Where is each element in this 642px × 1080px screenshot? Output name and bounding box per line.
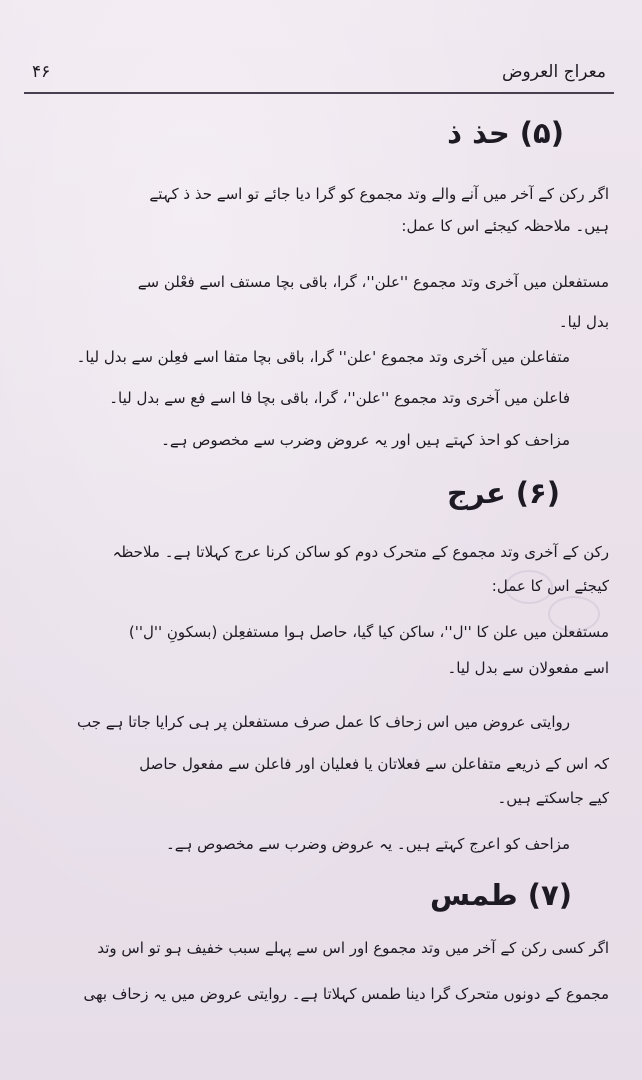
- body-line: روایتی عروض میں اس زحاف کا عمل صرف مستفعلن پر ہی کرایا جاتا ہے جب: [77, 713, 570, 731]
- running-header: [28, 62, 606, 90]
- body-line: بدل لیا۔: [558, 313, 609, 331]
- body-line: کیے جاسکتے ہیں۔: [497, 789, 609, 807]
- body-line: رکن کے آخری وتد مجموع کے متحرک دوم کو ساکن کرنا عرج کہلاتا ہے۔ ملاحظہ: [112, 543, 609, 561]
- section-heading-7: [430, 878, 572, 912]
- section-number: (۶): [515, 476, 560, 510]
- section-title: طمس: [430, 878, 518, 912]
- body-line: مزاحف کو اعرج کہتے ہیں۔ یہ عروض وضرب سے مخصوص ہے۔: [166, 835, 570, 853]
- page-number: ۴۶: [32, 62, 51, 82]
- section-title: حذ ذ: [447, 116, 510, 150]
- header-rule: [24, 92, 614, 94]
- body-line: اگر کسی رکن کے آخر میں وتد مجموع اور اس سے پہلے سبب خفیف ہو تو اس وتد: [97, 939, 609, 957]
- body-line: متفاعلن میں آخری وتد مجموع 'علن'' گرا، باقی بچا متفا اسے فعِلن سے بدل لیا۔: [76, 348, 570, 366]
- section-title: عرج: [447, 476, 506, 510]
- body-line: اگر رکن کے آخر میں آنے والے وتد مجموع کو گرا دیا جائے تو اسے حذ ذ کہتے: [149, 185, 609, 203]
- body-line: کیجئے اس کا عمل:: [491, 577, 609, 595]
- body-line: مزاحف کو احذ کہتے ہیں اور یہ عروض وضرب سے مخصوص ہے۔: [161, 431, 570, 449]
- section-number: (۷): [527, 878, 572, 912]
- body-line: مجموع کے دونوں متحرک گرا دینا طمس کہلاتا ہے۔ روایتی عروض میں یہ زحاف بھی: [83, 985, 609, 1003]
- body-line: مستفعلن میں علن کا ''ل''، ساکن کیا گیا، حاصل ہوا مستفعِلن (بسکونِ ''ل''): [128, 623, 609, 641]
- section-heading-5: [447, 116, 564, 150]
- body-line: کہ اس کے ذریعے متفاعلن سے فعلاتان یا فعلیان اور فاعلن سے مفعول حاصل: [139, 755, 609, 773]
- section-heading-6: [447, 476, 560, 510]
- body-line: ہیں۔ ملاحظہ کیجئے اس کا عمل:: [401, 217, 609, 235]
- body-line: فاعلن میں آخری وتد مجموع ''علن''، گرا، باقی بچا فا اسے فع سے بدل لیا۔: [109, 389, 570, 407]
- body-line: اسے مفعولان سے بدل لیا۔: [447, 659, 609, 677]
- body-line: مستفعلن میں آخری وتد مجموع ''علن''، گرا، باقی بچا مستف اسے فعْلن سے: [137, 273, 609, 291]
- section-number: (۵): [519, 116, 564, 150]
- book-title: معراج العروض: [501, 62, 606, 82]
